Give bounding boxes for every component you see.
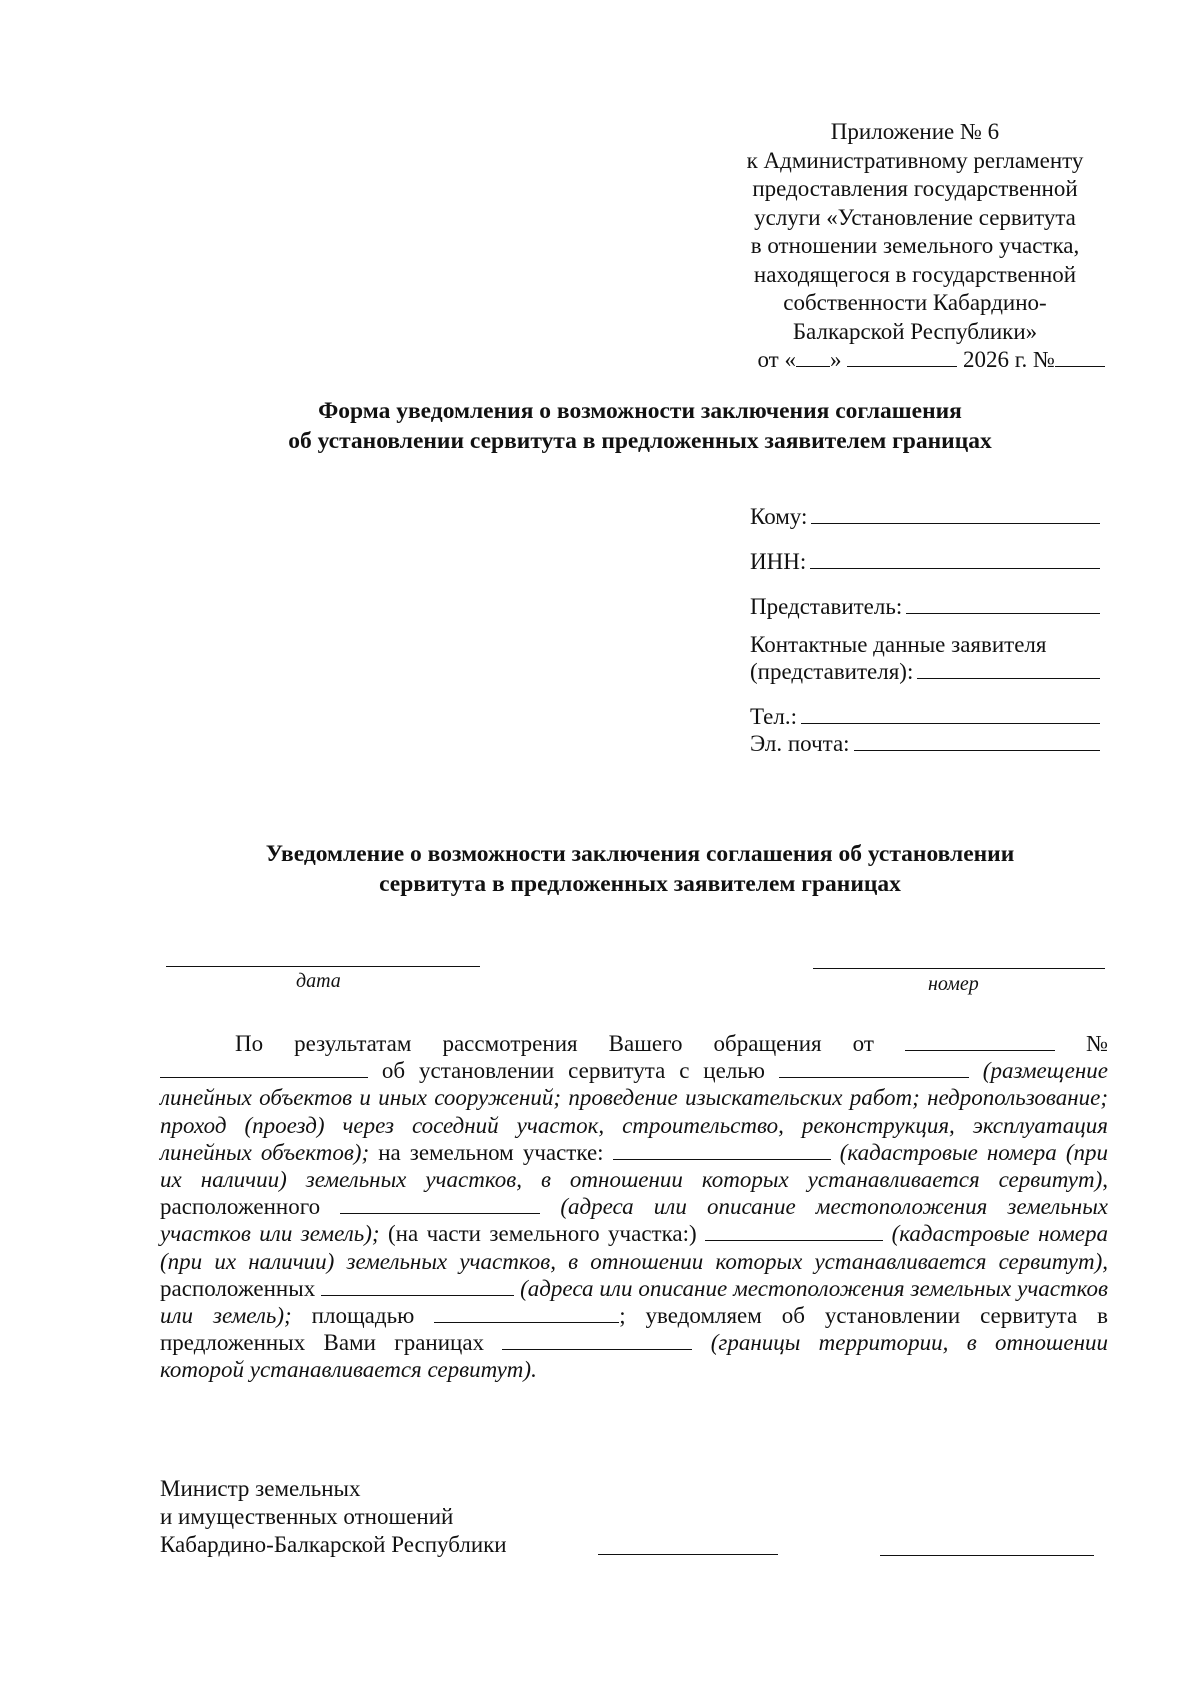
signature-blank[interactable] bbox=[598, 1554, 778, 1555]
number-blank[interactable] bbox=[1055, 346, 1105, 367]
minister-line: Кабардино-Балкарской Республики bbox=[160, 1532, 507, 1557]
notice-paragraph bbox=[160, 1030, 1108, 1384]
body-text: № bbox=[1086, 1031, 1109, 1056]
month-blank[interactable] bbox=[847, 346, 957, 367]
email-field[interactable] bbox=[854, 730, 1100, 751]
body-text: расположенных bbox=[160, 1275, 316, 1301]
form-title bbox=[150, 396, 1130, 456]
notice-title-line: сервитута в предложенных заявителем границах bbox=[379, 871, 901, 897]
contacts-label: Контактные данные заявителя bbox=[750, 632, 1047, 657]
contacts-field[interactable] bbox=[917, 658, 1100, 679]
form-title-line: об установлении сервитута в предложенных заявителем границах bbox=[288, 428, 992, 454]
notice-body bbox=[160, 1030, 1108, 1384]
inn-label: ИНН: bbox=[750, 549, 807, 574]
day-blank[interactable] bbox=[796, 346, 830, 367]
phone-field[interactable] bbox=[801, 703, 1100, 724]
appendix-line: в отношении земельного участка, bbox=[750, 233, 1080, 258]
notice-title-line: Уведомление о возможности заключения соглашения об установлении bbox=[265, 841, 1015, 867]
appendix-date-line bbox=[725, 346, 1105, 375]
number-blank[interactable] bbox=[813, 968, 1105, 969]
body-text: По результатам рассмотрения Вашего обращения от bbox=[235, 1031, 874, 1056]
phone-label: Тел.: bbox=[750, 704, 797, 729]
body-text: об установлении сервитута с целью bbox=[381, 1058, 765, 1084]
representative-field[interactable] bbox=[906, 593, 1100, 614]
phone-row bbox=[750, 703, 1100, 730]
body-italic: (размещение линейных объектов и иных сооружений; проведение изыскательских работ; недропользование; проход (проезд) через соседний участок, строительство, реконструкция, эксплуатация линейных объектов); bbox=[160, 1058, 1109, 1165]
representative-label: Представитель: bbox=[750, 594, 903, 619]
recipient-to-row bbox=[750, 503, 1100, 530]
body-text: площадью bbox=[311, 1303, 415, 1329]
part-cadastral-blank[interactable] bbox=[705, 1222, 883, 1241]
appendix-line: Приложение № 6 bbox=[830, 119, 1000, 144]
part-location-blank[interactable] bbox=[321, 1277, 514, 1296]
inn-field[interactable] bbox=[810, 548, 1100, 569]
appeal-number-blank[interactable] bbox=[160, 1059, 368, 1078]
recipient-to-field[interactable] bbox=[811, 503, 1100, 524]
appendix-header bbox=[725, 118, 1105, 375]
appeal-date-blank[interactable] bbox=[905, 1032, 1055, 1051]
body-text: на земельном участке: bbox=[378, 1139, 604, 1165]
appendix-line: находящегося в государственной bbox=[753, 261, 1077, 287]
appendix-line: услуги «Установление сервитута bbox=[754, 204, 1076, 230]
number-caption: номер bbox=[928, 973, 979, 995]
date-caption: дата bbox=[296, 970, 341, 992]
minister-line: и имущественных отношений bbox=[160, 1504, 454, 1529]
contacts-label-2: (представителя): bbox=[750, 659, 914, 684]
body-italic: (адреса или описание местоположения земельных участков или земель); bbox=[160, 1194, 1109, 1247]
email-label: Эл. почта: bbox=[750, 731, 850, 756]
location-blank[interactable] bbox=[340, 1195, 540, 1214]
email-row bbox=[750, 730, 1100, 757]
body-italic: (адреса или описание местоположения земельных участков или земель); bbox=[160, 1275, 1108, 1329]
appendix-line: собственности Кабардино- bbox=[783, 290, 1047, 315]
date-blank[interactable] bbox=[166, 966, 480, 967]
representative-row bbox=[750, 593, 1100, 620]
cadastral-blank[interactable] bbox=[613, 1141, 831, 1160]
appendix-line: к Административному регламенту bbox=[746, 147, 1084, 173]
purpose-blank[interactable] bbox=[779, 1059, 969, 1078]
contacts-row bbox=[750, 658, 1100, 685]
body-italic: (границы территории, в отношении которой устанавливается сервитут). bbox=[160, 1330, 1109, 1383]
recipient-to-label: Кому: bbox=[750, 504, 808, 529]
borders-blank[interactable] bbox=[502, 1331, 692, 1350]
area-blank[interactable] bbox=[434, 1304, 619, 1323]
date-quote-close: » bbox=[829, 347, 842, 372]
date-year: 2026 г. № bbox=[962, 347, 1055, 372]
body-text: (на части земельного участка:) bbox=[387, 1221, 697, 1247]
body-italic: (кадастровые номера (при их наличии) земельных участков, в отношении которых устанавливается сервитут), bbox=[160, 1221, 1109, 1274]
minister-block bbox=[160, 1475, 580, 1559]
body-italic: (кадастровые номера (при их наличии) земельных участков, в отношении которых устанавливается сервитут) bbox=[160, 1139, 1109, 1193]
appendix-line: Балкарской Республики» bbox=[792, 318, 1038, 344]
body-text: , расположенного bbox=[160, 1167, 1108, 1220]
body-text: ; уведомляем об установлении сервитута в предложенных Вами границах bbox=[160, 1303, 1109, 1356]
name-blank[interactable] bbox=[880, 1555, 1094, 1556]
notice-title bbox=[150, 839, 1130, 899]
recipient-block bbox=[750, 503, 1100, 757]
form-title-line: Форма уведомления о возможности заключения соглашения bbox=[318, 398, 962, 424]
minister-line: Министр земельных bbox=[160, 1476, 361, 1501]
appendix-line: предоставления государственной bbox=[752, 176, 1078, 201]
date-prefix: от « bbox=[757, 347, 796, 372]
inn-row bbox=[750, 548, 1100, 575]
